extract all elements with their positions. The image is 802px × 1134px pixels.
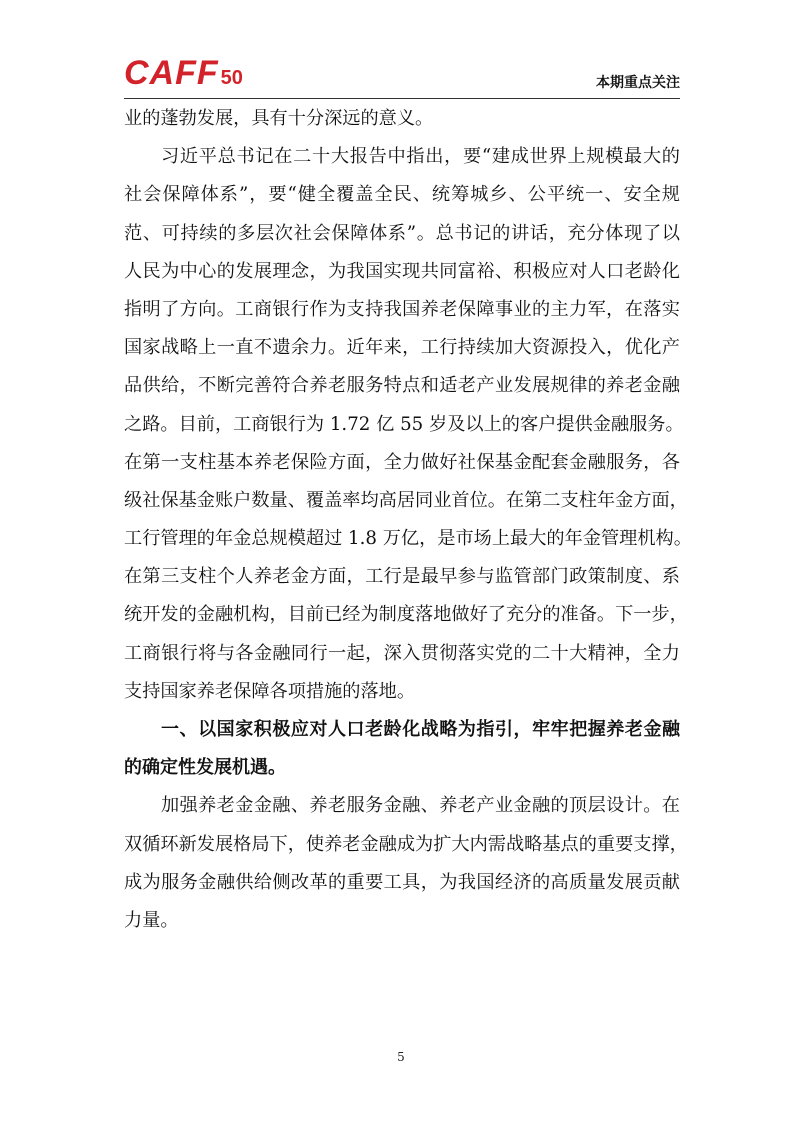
text-line: 加强养老金金融、养老服务金融、养老产业金融的顶层设计。在 (161, 795, 680, 817)
text-line: 社会保障体系”，要“健全覆盖全民、统筹城乡、公平统一、安全规 (124, 184, 680, 206)
logo-text: CAFF (124, 54, 219, 92)
text-line: 工商银行将与各金融同行一起，深入贯彻落实党的二十大精神，全力 (124, 642, 680, 664)
text-line: 成为服务金融供给侧改革的重要工具，为我国经济的高质量发展贡献 (124, 871, 680, 893)
text-line: 在第一支柱基本养老保险方面，全力做好社保基金配套金融服务，各 (124, 451, 680, 473)
text-line: 统开发的金融机构，目前已经为制度落地做好了充分的准备。下一步， (124, 604, 688, 626)
text-line: 业的蓬勃发展，具有十分深远的意义。 (124, 108, 434, 129)
text-line: 指明了方向。工商银行作为支持我国养老保障事业的主力军，在落实 (124, 298, 680, 320)
page-header (124, 52, 680, 98)
text-line: 范、可持续的多层次社会保障体系”。总书记的讲话，充分体现了以 (124, 222, 680, 244)
text-line: 级社保基金账户数量、覆盖率均高居同业首位。在第二支柱年金方面， (124, 489, 688, 511)
text-line: 力量。 (124, 909, 179, 931)
text-line: 之路。目前，工商银行为 1.72 亿 55 岁及以上的客户提供金融服务。 (124, 413, 684, 435)
section-title: 本期重点关注 (596, 75, 680, 91)
page-number: 5 (397, 1050, 405, 1064)
text-line: 工行管理的年金总规模超过 1.8 万亿，是市场上最大的年金管理机构。 (124, 528, 692, 550)
section-heading: 一、以国家积极应对人口老龄化战略为指引，牢牢把握养老金融 (161, 719, 680, 740)
article-body (124, 100, 692, 940)
text-line: 习近平总书记在二十大报告中指出，要“建成世界上规模最大的 (161, 146, 680, 168)
section-heading: 的确定性发展机遇。 (124, 757, 286, 779)
text-line: 在第三支柱个人养老金方面，工行是最早参与监管部门政策制度、系 (124, 566, 680, 588)
caff50-logo (124, 54, 243, 97)
text-line: 人民为中心的发展理念，为我国实现共同富裕、积极应对人口老龄化 (124, 260, 680, 282)
text-line: 国家战略上一直不遗余力。近年来，工行持续加大资源投入，优化产 (124, 337, 680, 359)
logo-number: 50 (220, 67, 243, 89)
header-divider (124, 98, 680, 99)
text-line: 品供给，不断完善符合养老服务特点和适老产业发展规律的养老金融 (124, 375, 680, 397)
text-line: 支持国家养老保障各项措施的落地。 (124, 680, 416, 702)
text-line: 双循环新发展格局下，使养老金融成为扩大内需战略基点的重要支撑， (124, 833, 688, 855)
